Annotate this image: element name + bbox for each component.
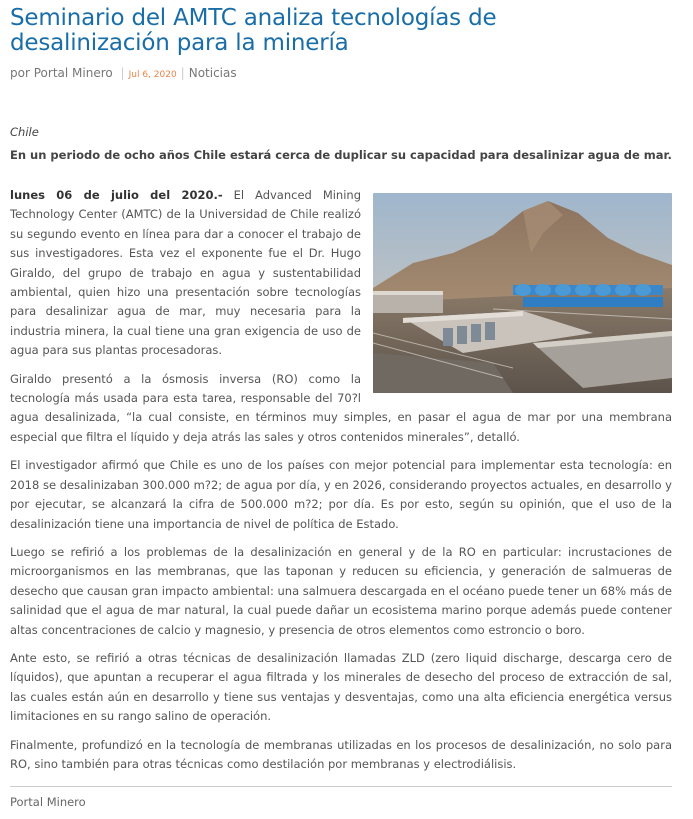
article-body: [10, 186, 672, 783]
desalination-plant-image: [373, 193, 672, 393]
paragraph-3: El investigador afirmó que Chile es uno de los países con mejor potencial para implementar esta tecnología: en 2018 se desalinizaban 300.000 m?2; de agua por día, y en 2026, considerando proyectos actuales, en desarrollo y por ejecutar, se alcanzará la cifra de 500.000 m?2; por día. Es por esto, según su opinión, que el uso de la desalinización tiene una importancia de nivel de política de Estado.: [10, 458, 672, 531]
article-dateline: lunes 06 de julio del 2020.-: [10, 188, 223, 202]
paragraph-text: El Advanced Mining Technology Center (AMTC) de la Universidad de Chile realizó su segundo evento en línea para dar a conocer el trabajo de sus investigadores. Esta vez el exponente fue el Dr. Hugo Giraldo, del grupo de trabajo en agua y sustentabilidad ambiental, quien hizo una presentación sobre tecnologías para desalinizar agua de mar, muy necesaria para la industria minera, la cual tiene una gran exigencia de uso de agua para sus plantas procesadoras.: [10, 188, 362, 358]
article-country: Chile: [10, 125, 39, 139]
paragraph-2: Giraldo presentó a la ósmosis inversa (RO) como la tecnología más usada para esta tarea, responsable del 70?l agua desalinizada, “la cual consiste, en términos muy simples, en pasar el agua de mar por una membrana especial que filtra el líquido y deja atrás las sales y otros contenidos minerales”, detalló.: [10, 371, 672, 444]
article-title: Seminario del AMTC analiza tecnologías de desalinización para la minería: [10, 5, 497, 56]
category-link[interactable]: Noticias: [188, 66, 237, 80]
author-link[interactable]: Portal Minero: [33, 66, 113, 80]
meta-prefix: por: [10, 66, 30, 80]
paragraph-5: Ante esto, se refirió a otras técnicas de desalinización llamadas ZLD (zero liquid discharge, descarga cero de líquidos), que apuntan a recuperar el agua filtrada y los minerales de desecho del proceso de extracción de sal, las cuales están aún en desarrollo y tiene sus ventajas y desventajas, como una alta eficiencia energética versus limitaciones en su rango salino de operación.: [10, 650, 672, 724]
paragraph-4: Luego se refirió a los problemas de la desalinización en general y de la RO en particular: incrustaciones de microorganismos en las membranas, que las taponan y reducen su eficiencia, y generación de salmueras de desecho que causan gran impacto ambiental: una salmuera descargada en el océano puede tener un 68% más de salinidad que el agua de mar natural, la cual puede dañar un ecosistema marino porque además puede contener altas concentraciones de calcio y magnesio, y presencia de otros elementos como estroncio o boro.: [10, 544, 672, 637]
footer-divider: [10, 786, 672, 787]
post-meta: [10, 66, 237, 80]
article-footer-source: Portal Minero: [10, 795, 86, 809]
paragraph-6: Finalmente, profundizó en la tecnología de membranas utilizadas en los procesos de desalinización, no solo para RO, sino también para otras técnicas como destilación por membranas y electrodiálisis.: [10, 737, 672, 771]
meta-separator: |: [120, 66, 125, 80]
article-lead: En un periodo de ocho años Chile estará cerca de duplicar su capacidad para desalinizar agua de mar.: [10, 148, 672, 162]
meta-separator: |: [180, 66, 185, 80]
post-date: Jul 6, 2020: [128, 70, 177, 80]
plant-photo-illustration: [373, 193, 672, 393]
